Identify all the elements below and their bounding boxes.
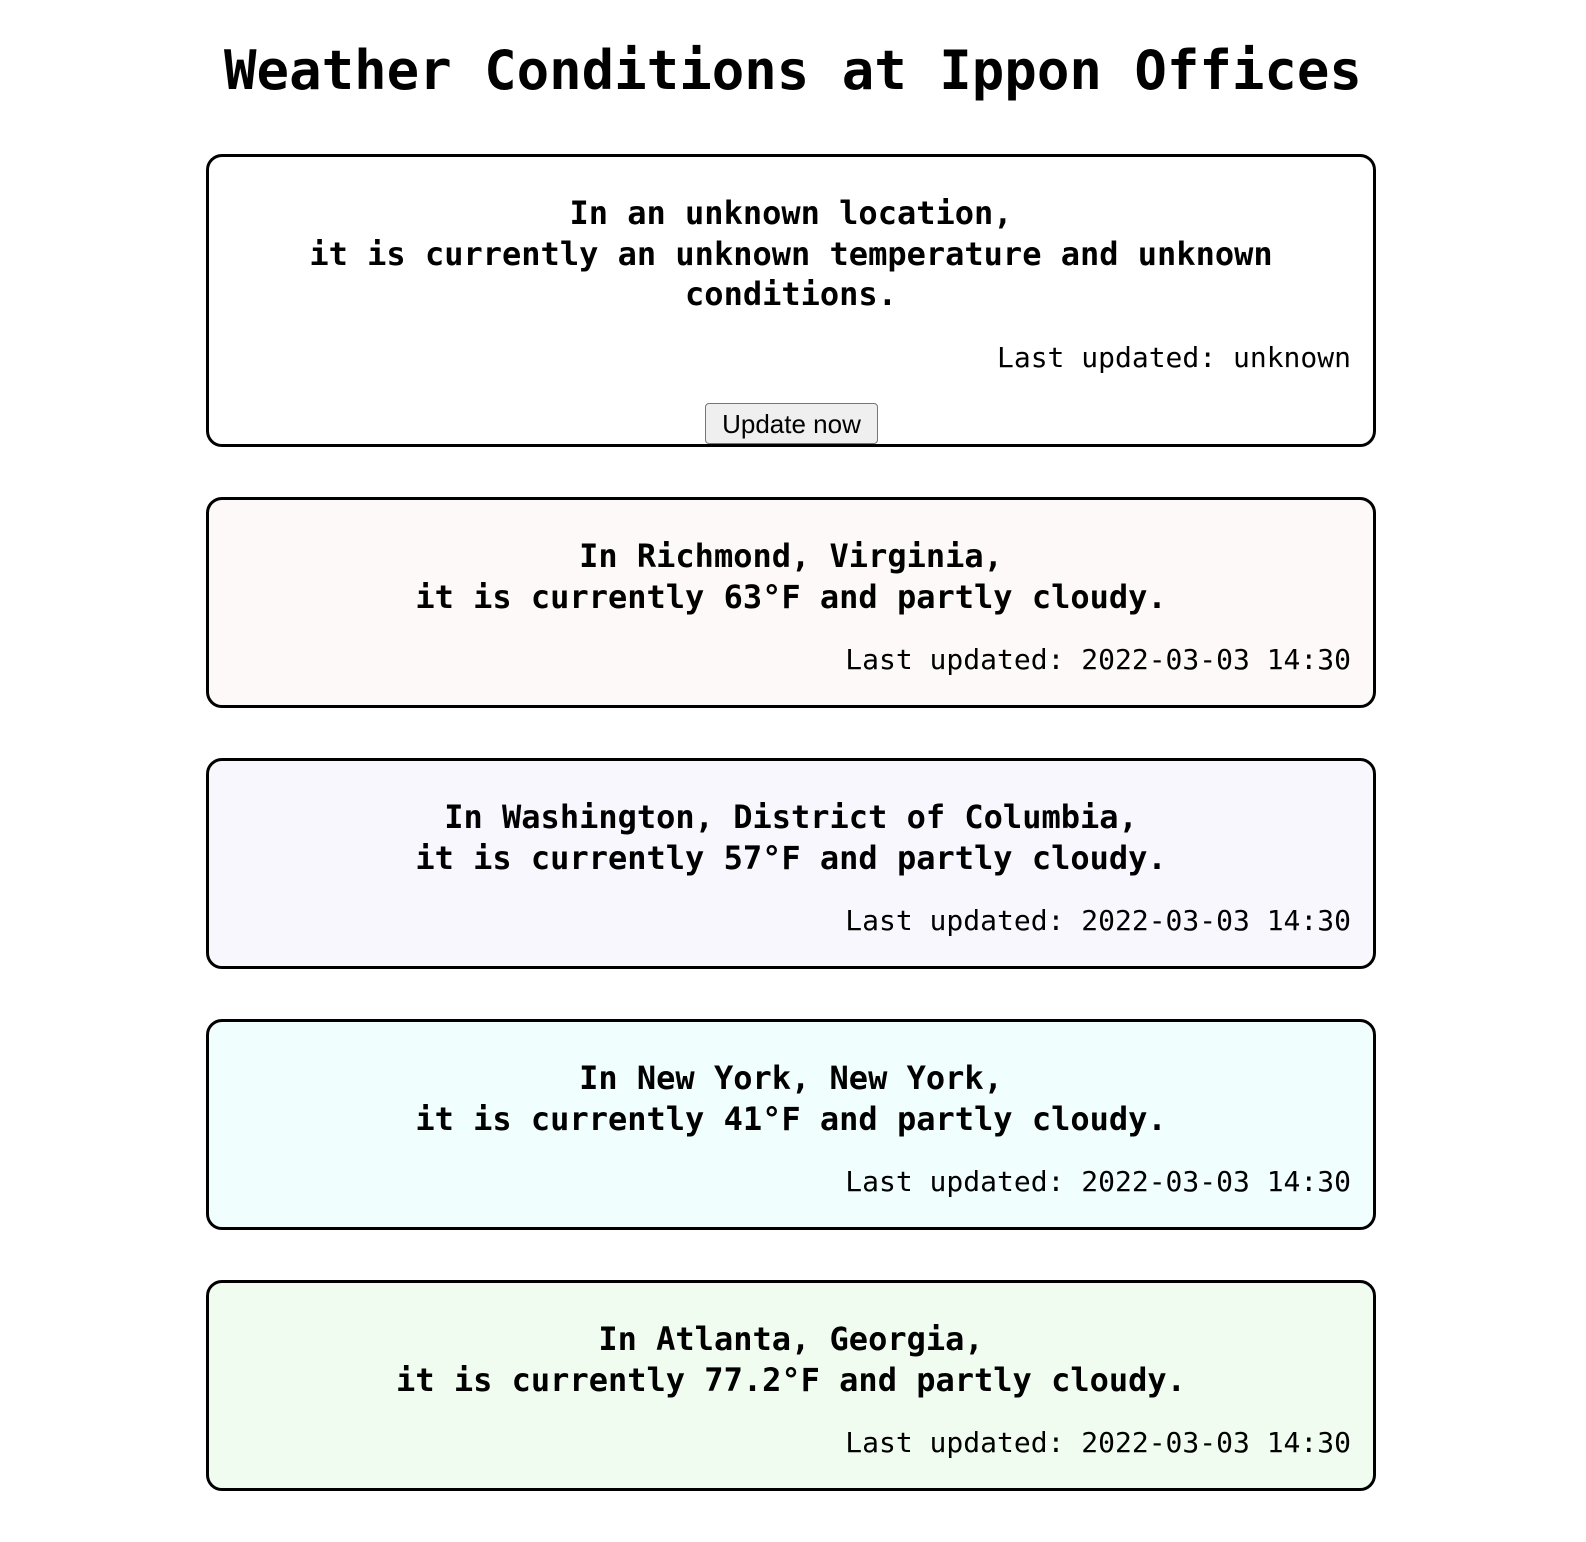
weather-card-atlanta	[206, 1280, 1376, 1491]
conditions-line: it is currently 41°F and partly cloudy.	[415, 1099, 1167, 1138]
location-line: In New York, New York,	[579, 1059, 1003, 1097]
weather-message	[209, 536, 1373, 617]
location-line: In an unknown location,	[569, 194, 1013, 232]
location-line: In Richmond, Virginia,	[579, 537, 1003, 575]
weather-message	[209, 1319, 1373, 1400]
location-line: In Washington, District of Columbia,	[444, 798, 1138, 836]
page-title: Weather Conditions at Ippon Offices	[224, 39, 1362, 102]
last-updated: Last updated: unknown	[996, 341, 1351, 374]
conditions-line: it is currently an unknown temperature and unknown conditions.	[309, 234, 1273, 313]
location-line: In Atlanta, Georgia,	[598, 1320, 984, 1358]
conditions-line: it is currently 63°F and partly cloudy.	[415, 577, 1167, 616]
weather-message	[209, 1058, 1373, 1139]
weather-card-new-york	[206, 1019, 1376, 1230]
weather-card-richmond	[206, 497, 1376, 708]
weather-card-washington	[206, 758, 1376, 969]
last-updated: Last updated: 2022-03-03 14:30	[845, 643, 1351, 676]
last-updated: Last updated: 2022-03-03 14:30	[845, 904, 1351, 937]
weather-message	[209, 797, 1373, 878]
conditions-line: it is currently 77.2°F and partly cloudy.	[396, 1360, 1186, 1399]
weather-message	[209, 193, 1373, 315]
last-updated: Last updated: 2022-03-03 14:30	[845, 1426, 1351, 1459]
conditions-line: it is currently 57°F and partly cloudy.	[415, 838, 1167, 877]
update-now-button[interactable]: Update now	[705, 403, 878, 444]
last-updated: Last updated: 2022-03-03 14:30	[845, 1165, 1351, 1198]
weather-card-unknown	[206, 154, 1376, 447]
